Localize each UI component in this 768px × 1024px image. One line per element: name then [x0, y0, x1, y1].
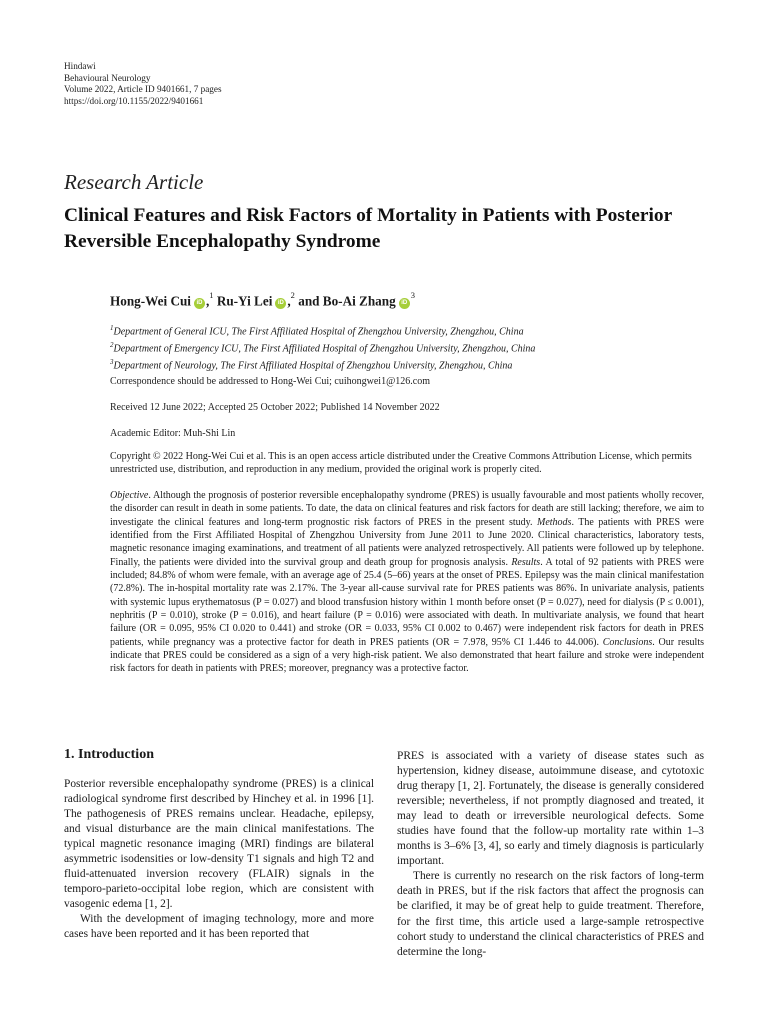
- author-affiliation-sup: 3: [410, 290, 415, 300]
- body-column-left: [64, 777, 374, 943]
- body-paragraph: With the development of imaging technology, more and more cases have been reported and it has been reported that: [64, 913, 374, 941]
- author-name[interactable]: Bo-Ai Zhang: [322, 293, 396, 309]
- publisher-name: Hindawi: [64, 61, 96, 71]
- abstract: [110, 489, 704, 676]
- copyright-notice: Copyright © 2022 Hong-Wei Cui et al. This is an open access article distributed under the Creative Commons Attribution License, which permits unrestricted use, distribution, and reproduction in any medium, provided the original work is properly cited.: [110, 451, 692, 476]
- orcid-icon[interactable]: iD: [275, 298, 286, 309]
- abstract-objective-label: Objective: [110, 490, 149, 501]
- author-affiliation-sup: 2: [290, 290, 295, 300]
- author-name[interactable]: Hong-Wei Cui: [110, 293, 191, 309]
- article-title: Clinical Features and Risk Factors of Mortality in Patients with Posterior Reversible Encephalopathy Syndrome: [64, 205, 672, 252]
- author-name[interactable]: Ru-Yi Lei: [216, 293, 273, 309]
- affiliation-item: $^1$Department of General ICU, The First Affiliated Hospital of Zhengzhou University, Zhengzhou, China: [110, 324, 524, 338]
- doi-link[interactable]: https://doi.org/10.1155/2022/9401661: [64, 95, 204, 106]
- abstract-conclusions: . Our results indicate that PRES could be considered as a sign of a very high-risk patient. We also demonstrated that heart failure and stroke were independent risk factors for death in patients with PRES; moreover, pregnancy was a protective factor.: [110, 636, 704, 675]
- abstract-conclusions-label: Conclusions: [602, 636, 653, 648]
- affiliation-item: $^2$Department of Emergency ICU, The First Affiliated Hospital of Zhengzhou University, Zhengzhou, China: [110, 340, 536, 355]
- body-paragraph: There is currently no research on the risk factors of long-term death in PRES, but if the risk factors that affect the prognosis can be clarified, it may be of great help to guide treatment. Therefore, for the first time, this article used a large-sample retrospective cohort study to understand the clinical characteristics of PRES and determine the long-: [397, 870, 704, 958]
- correspondence: Correspondence should be addressed to Hong-Wei Cui; cuihongwei1@126.com: [110, 376, 431, 387]
- affiliation-item: $^3$Department of Neurology, The First Affiliated Hospital of Zhengzhou University, Zhengzhou, China: [110, 357, 513, 372]
- volume-info: Volume 2022, Article ID 9401661, 7 pages: [64, 84, 222, 95]
- body-paragraph: Posterior reversible encephalopathy syndrome (PRES) is a clinical radiological syndrome first described by Hinchey et al. in 1996 [1]. The pathogenesis of PRES remains unclear. Headache, epilepsy, and visual disturbance are the main clinical manifestations. The typical magnetic resonance imaging (MRI) findings are bilateral asymmetric isodensities or low-density T1 signals and high T2 and fluid-attenuated inversion recovery (FLAIR) signals in the temporo-parieto-occipital lobe region, which are consistent with vasogenic edema [1, 2].: [64, 778, 374, 911]
- author-conjunction: and: [298, 293, 320, 309]
- journal-name: Behavioural Neurology: [64, 72, 151, 83]
- body-column-right: [397, 749, 704, 960]
- author-list: Hong-Wei Cui iD ,$^1$ Ru-Yi Lei iD ,$^2$ and Bo-Ai Zhang $iD^3$: [110, 290, 415, 309]
- abstract-methods: . The patients with PRES were identified from the First Affiliated Hospital of Zhengzhou University from June 2011 to June 2020. Clinical characteristics, laboratory tests, magnetic resonance imaging examinations, and treatment of all patients were analyzed retrospectively. All patients were followed up by telephone. Finally, the patients were divided into the survival group and death group for prognosis analysis.: [110, 516, 705, 568]
- abstract-results: . A total of 92 patients with PRES were included; 84.8% of whom were female, with an average age of 25.4 (5–66) years at the onset of PRES. Epilepsy was the main clinical manifestation (72.8%). The in-hospital mortality rate was 2.17%. The 3-year all-cause survival rate for PRES patients was 86%. In univariate analysis, patients with systemic lupus erythematosus (P = 0.027) and blood transfusion history within 1 month before onset (P = 0.027), need for dialysis (P ≤ 0.001), nephritis (P = 0.010), stroke (P = 0.016), and heart failure (P = 0.016) were associated with death. In multivariate analysis, we found that heart failure (OR = 0.095, 95% CI 0.020 to 0.441) and stroke (OR = 0.033, 95% CI 0.002 to 0.467) were independent risk factors for death in PRES patients, while pregnancy was a protective factor for death in PRES patients (OR = 7.978, 95% CI 1.446 to 44.006).: [110, 556, 704, 648]
- affiliations: [110, 322, 535, 373]
- orcid-icon[interactable]: iD: [194, 298, 205, 309]
- publication-dates: Received 12 June 2022; Accepted 25 October 2022; Published 14 November 2022: [110, 402, 440, 413]
- article-type: Research Article: [64, 170, 204, 194]
- abstract-objective: . Although the prognosis of posterior reversible encephalopathy syndrome (PRES) is usually favourable and most patients wholly recover, the disorder can result in death in some patients. To date, the data on clinical features and risk factors for death are still lacking; therefore, we aim to investigate the clinical features and long-term prognostic risk factors of PRES in the present study.: [110, 490, 704, 528]
- body-paragraph: PRES is associated with a variety of disease states such as hypertension, kidney disease, autoimmune disease, and cytotoxic drug therapy [1, 2]. Fortunately, the disease is generally considered reversible; nevertheless, if not promptly diagnosed and treated, it may lead to death or irreversible neurological defects. Some studies have found that the follow-up mortality rate within 1–3 months is 3–6% [3, 4], so early and timely diagnosis is particularly important.: [397, 750, 704, 868]
- orcid-icon[interactable]: iD: [399, 298, 410, 309]
- abstract-methods-label: Methods: [536, 516, 572, 528]
- journal-header: [64, 61, 222, 107]
- author-affiliation-sup: 1: [209, 290, 214, 300]
- section-heading: 1. Introduction: [64, 747, 154, 762]
- abstract-results-label: Results: [511, 556, 541, 568]
- academic-editor: Academic Editor: Muh-Shi Lin: [110, 428, 236, 439]
